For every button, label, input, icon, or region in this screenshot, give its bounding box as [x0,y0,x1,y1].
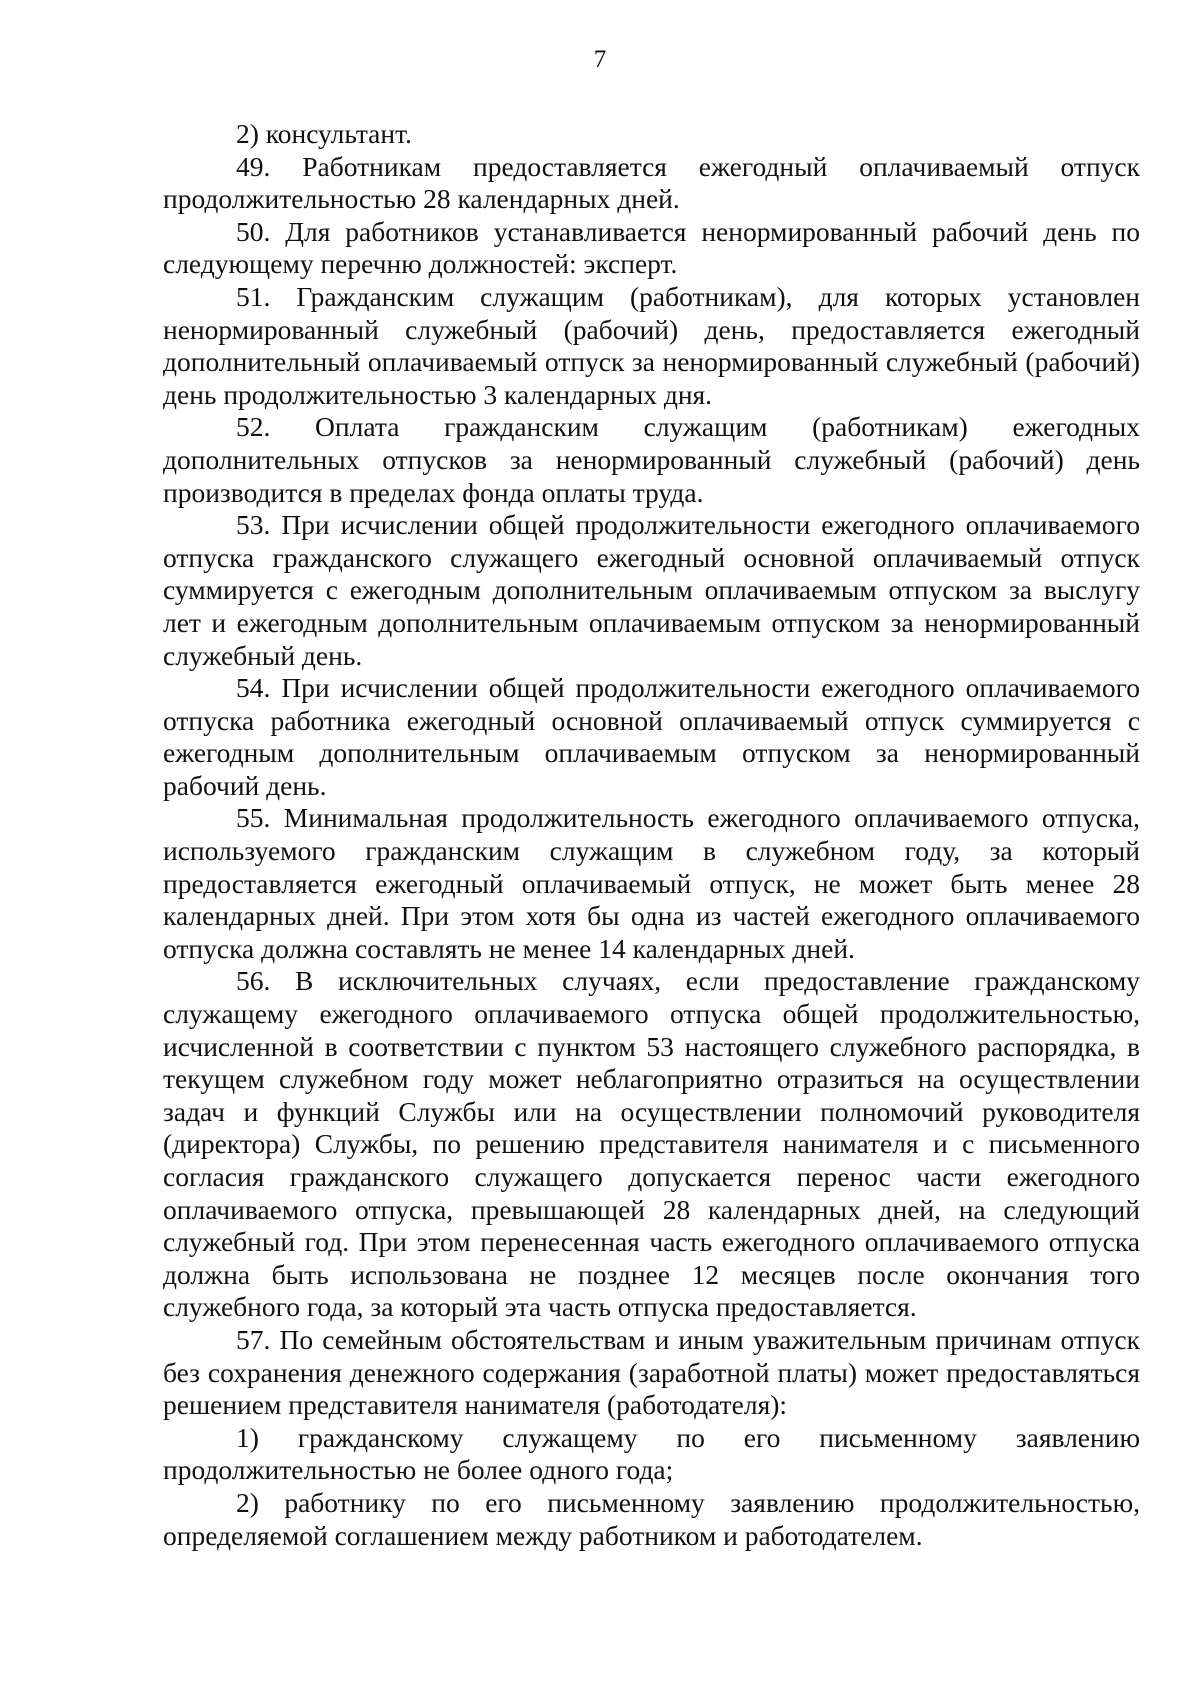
paragraph-49: 49. Работникам предоставляется ежегодный оплачиваемый отпуск продолжительностью 28 календарных дней. [163,150,1140,215]
paragraph-57-item-2: 2) работнику по его письменному заявлению продолжительностью, определяемой соглашением между работником и работодателем. [163,1486,1140,1551]
paragraph-57-item-1: 1) гражданскому служащему по его письменному заявлению продолжительностью не более одного года; [163,1421,1140,1486]
paragraph-52: 52. Оплата гражданским служащим (работникам) ежегодных дополнительных отпусков за ненормированный служебный (рабочий) день производится в пределах фонда оплаты труда. [163,411,1140,508]
paragraph-50: 50. Для работников устанавливается ненормированный рабочий день по следующему перечню должностей: эксперт. [163,215,1140,280]
paragraph-item-2: 2) консультант. [236,118,412,149]
paragraph-55: 55. Минимальная продолжительность ежегодного оплачиваемого отпуска, используемого гражданским служащим в служебном году, за который предоставляется ежегодный оплачиваемый отпуск, не может быть менее 28 календарных дней. При этом хотя бы одна из частей ежегодного оплачиваемого отпуска должна составлять не менее 14 календарных дней. [163,802,1140,964]
paragraph-57: 57. По семейным обстоятельствам и иным уважительным причинам отпуск без сохранения денежного содержания (заработной платы) может предоставляться решением представителя нанимателя (работодателя): [163,1323,1140,1421]
paragraph-54: 54. При исчислении общей продолжительности ежегодного оплачиваемого отпуска работника ежегодный основной оплачиваемый отпуск суммируется с ежегодным дополнительным оплачиваемым отпуском за ненормированный рабочий день. [163,672,1140,801]
paragraph-56: 56. В исключительных случаях, если предоставление гражданскому служащему ежегодного оплачиваемого отпуска общей продолжительностью, исчисленной в соответствии с пунктом 53 настоящего служебного распорядка, в текущем служебном году может неблагоприятно отразиться на осуществлении задач и функций Службы или на осуществлении полномочий руководителя (директора) Службы, по решению представителя нанимателя и с письменного согласия гражданского служащего допускается перенос части ежегодного оплачиваемого отпуска, превышающей 28 календарных дней, на следующий служебный год. При этом перенесенная часть ежегодного оплачиваемого отпуска должна быть использована не позднее 12 месяцев после окончания того служебного года, за который эта часть отпуска предоставляется. [163,965,1140,1323]
paragraph-51: 51. Гражданским служащим (работникам), для которых установлен ненормированный служебный (рабочий) день, предоставляется ежегодный дополнительный оплачиваемый отпуск за ненормированный служебный (рабочий) день продолжительностью 3 календарных дня. [163,280,1140,410]
paragraph-53: 53. При исчислении общей продолжительности ежегодного оплачиваемого отпуска гражданского служащего ежегодный основной оплачиваемый отпуск суммируется с ежегодным дополнительным оплачиваемым отпуском за выслугу лет и ежегодным дополнительным оплачиваемым отпуском за ненормированный служебный день. [163,509,1140,671]
document-body [163,118,1140,1552]
page-number: 7 [593,46,607,73]
